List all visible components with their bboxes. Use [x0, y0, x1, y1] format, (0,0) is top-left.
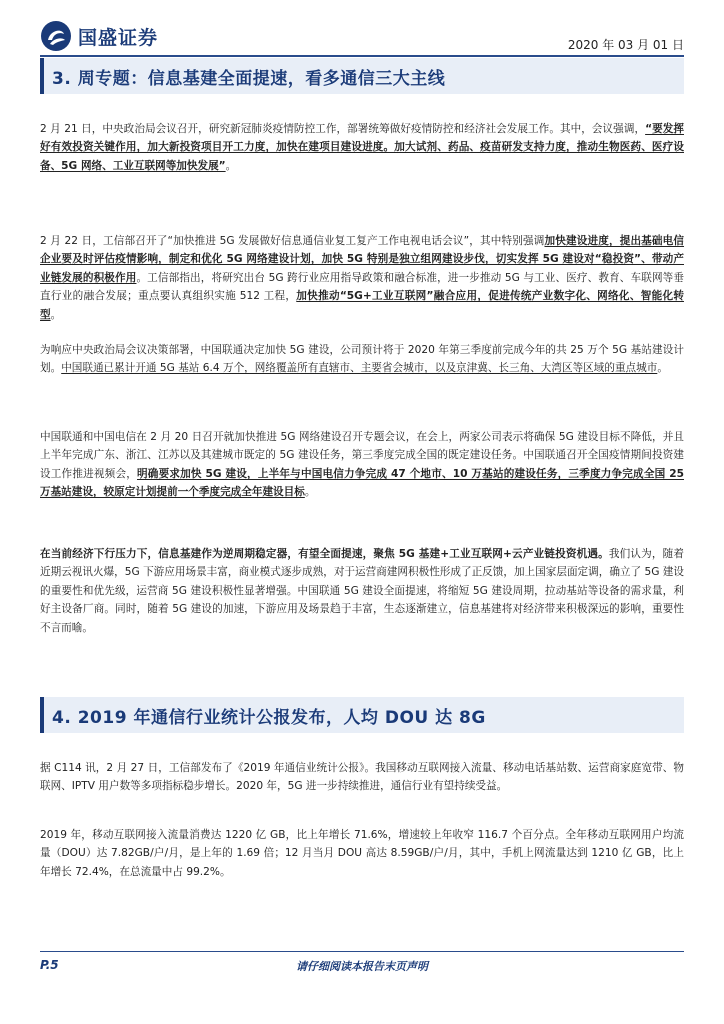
section-title-bar [40, 697, 44, 733]
text-run: 。工信部指出，将研究出台 5G 跨行业应用指导政策和融合标准，进一步推动 5G 与工业、医疗、教育、车联网等垂直行业的融合发展；重点要认真组织实施 512 工程， [40, 271, 684, 303]
text-run: 为响应中央政治局会议决策部署，中国联通决定加快 5G 建设，公司预计将于 2020 年第三季度前完成今年的共 25 万个 5G 基站建设计划。 [40, 344, 684, 375]
paragraph [40, 759, 684, 796]
text-run: 2 月 21 日，中央政治局会议召开，研究新冠肺炎疫情防控工作，部署统筹做好疫情防控和经济社会发展工作。其中，会议强调， [40, 123, 646, 135]
text-run: 我们认为，随着近期云视讯火爆，5G 下游应用场景丰富，商业模式逐步成熟，对于运营商建网积极性形成了正反馈，加上国家层面定调，确立了 5G 建设的重要性和优先级，运营商 5G 建设积极性显著增强。中国联通 5G 建设全面提速，将缩短 5G 建设周期，拉动基站等设备的需求量，利好主设备厂商。同时，随着 5G 建设的加速，下游应用及场景趋于丰富，生态逐渐建立，信息基建将对经济带来积极深远的影响，重要性不言而喻。 [40, 548, 685, 634]
footer-divider [40, 951, 684, 952]
emphasized-text: 中国联通已累计开通 5G 基站 6.4 万个，网络覆盖所有直辖市、主要省会城市，以及京津冀、长三角、大湾区等区域的重点城市 [61, 362, 658, 375]
text-run: 2 月 22 日，工信部召开了“加快推进 5G 发展做好信息通信业复工复产工作电视电话会议”，其中特别强调 [40, 235, 545, 247]
text-run: 。 [225, 159, 237, 172]
paragraph [40, 826, 684, 881]
paragraph [40, 428, 684, 502]
text-run: 中国联通和中国电信在 2 月 20 日召开就加快推进 5G 网络建设召开专题会议，在会上，两家公司表示将确保 5G 建设目标不降低，并且上半年完成广东、浙江、江苏以及其建城市既定的 5G 建设任务，第三季度完成全国的既定建设任务。中国联通召开全国疫情期间投资建设工作推进视频会， [40, 431, 684, 480]
section-title-text: 4. 2019 年通信行业统计公报发布，人均 DOU 达 8G [52, 707, 486, 728]
paragraph [40, 232, 684, 324]
text-run: 2019 年，移动互联网接入流量消费达 1220 亿 GB，比上年增长 71.6%，增速较上年收窄 116.7 个百分点。全年移动互联网用户均流量（DOU）达 7.82GB/户/月，是上年的 1.69 倍；12 月当月 DOU 高达 8.59GB/户/月，其中，手机上网流量达到 1210 亿 GB，比上年增长 72.4%，在总流量中占 99.2%。 [40, 829, 684, 878]
emphasized-text: 加快推动“5G+工业互联网”融合应用，促进传统产业数字化、网络化、智能化转型 [40, 290, 684, 321]
emphasized-text: 在当前经济下行压力下，信息基建作为逆周期稳定器，有望全面提速，聚焦 5G 基建+工业互联网+云产业链投资机遇。 [40, 548, 609, 560]
company-logo [40, 20, 158, 52]
text-run: 据 C114 讯，2 月 27 日，工信部发布了《2019 年通信业统计公报》。我国移动互联网接入流量、移动电话基站数、运营商家庭宽带、物联网、IPTV 用户数等多项指标稳步增长。2020 年，5G 进一步持续推进，通信行业有望持续受益。 [40, 762, 684, 793]
disclaimer: 请仔细阅读本报告末页声明 [296, 960, 428, 973]
paragraph [40, 545, 684, 637]
section-title-4 [40, 697, 684, 733]
text-run: 。 [657, 362, 668, 375]
emphasized-text: 明确要求加快 5G 建设，上半年与中国电信力争完成 47 个地市、10 万基站的建设任务，三季度力争完成全国 25 万基站建设，较原定计划提前一个季度完成全年建设目标 [40, 467, 685, 499]
page-header [0, 0, 724, 58]
emphasized-text: “要发挥好有效投资关键作用，加大新投资项目开工力度，加快在建项目建设进度。加大试剂、药品、疫苗研发支持力度，推动生物医药、医疗设备、5G 网络、工业互联网等加快发展” [40, 123, 684, 172]
company-name: 国盛证券 [78, 26, 159, 49]
section-title-bar [40, 58, 44, 94]
company-logo-icon [40, 20, 72, 52]
page-number: P.5 [40, 958, 59, 972]
header-divider [40, 55, 684, 57]
paragraph [40, 120, 684, 175]
report-date: 2020 年 03 月 01 日 [567, 38, 684, 52]
emphasized-text: 加快建设进度，提出基础电信企业要及时评估疫情影响，制定和优化 5G 网络建设计划，加快 5G 特别是独立组网建设步伐，切实发挥 5G 建设对“稳投资”、带动产业链发展的积极作用 [40, 235, 685, 284]
section-title-text: 3. 周专题：信息基建全面提速，看多通信三大主线 [52, 68, 446, 89]
section-title-3 [40, 58, 684, 94]
text-run: 。 [304, 486, 316, 499]
paragraph [40, 341, 684, 378]
text-run: 。 [50, 308, 62, 321]
